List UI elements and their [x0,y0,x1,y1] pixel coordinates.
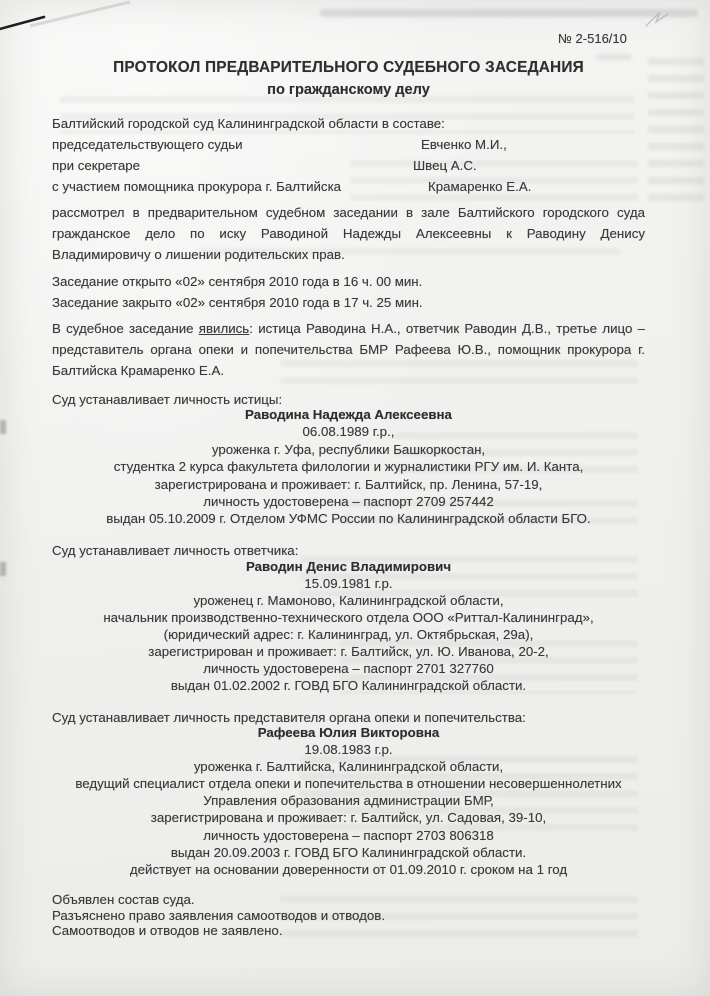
session-times-section [52,271,645,313]
attendance-suffix: : истица Раводина Н.А., ответчик Раводин Д.В., третье лицо – представитель органа опеки и попечительства БМР Рафеева Ю.В., помощник прокурора г. Балтийска Крамаренко Е.А. [52,321,646,378]
defendant-identity-heading: Суд устанавливает личность ответчика: [52,543,299,558]
page-corner-fold-mark-icon [0,0,140,60]
case-description-paragraph: рассмотрел в предварительном судебном заседании в зале Балтийского городского суда гражданское дело по иску Раводиной Надежды Алексеевны к Раводину Денису Владимировичу о лишении родительских прав. [52,205,645,262]
plaintiff-detail-line: зарегистрирована и проживает: г. Балтийск, пр. Ленина, 57-19, [154,476,543,492]
defendant-detail-line: уроженец г. Мамоново, Калининградской области, [193,593,504,608]
guardianship-rep-detail-line: уроженка г. Балтийска, Калининградской области, [193,759,504,775]
document-subtitle: по гражданскому делу [267,82,430,98]
guardianship-rep-detail-line: выдан 20.09.2003 г. ГОВД БГО Калининградской области. [170,844,527,860]
defendant-detail-line: личность удостоверена – паспорт 2701 327760 [203,661,494,676]
document-title: ПРОТОКОЛ ПРЕДВАРИТЕЛЬНОГО СУДЕБНОГО ЗАСЕДАНИЯ [113,59,584,76]
defendant-name: Раводин Денис Владимирович [245,559,452,574]
closing-statements-section [52,892,645,939]
guardianship-rep-name: Рафеева Юлия Викторовна [257,725,440,740]
guardianship-rep-detail-line: зарегистрирована и проживает: г. Балтийск, ул. Садовая, 39-10, [150,810,547,826]
court-intro-text: Балтийский городской суд Калининградской области в составе: [52,116,445,131]
plaintiff-detail-line: уроженка г. Уфа, республики Башкоркостан, [211,441,486,457]
closing-line: Самоотводов и отводов не заявлено. [52,923,283,939]
secretary-name: Швец А.С. [413,158,477,173]
plaintiff-detail-line: 06.08.1989 г.р., [302,424,395,440]
guardianship-rep-detail-line: 19.08.1983 г.р. [304,742,393,758]
guardianship-rep-identity-heading: Суд устанавливает личность представителя органа опеки и попечительства: [52,710,526,725]
attendance-paragraph [52,318,645,381]
judge-row [52,134,645,155]
defendant-identity-block [52,558,645,694]
session-closed-line: Заседание закрыто «02» сентября 2010 года в 17 ч. 25 мин. [52,295,423,310]
guardianship-rep-detail-line: ведущий специалист отдела опеки и попечительства в отношении несовершеннолетних [75,776,622,792]
defendant-detail-line: (юридический адрес: г. Калининград, ул. Октябрьская, 29а), [163,627,534,642]
defendant-detail-line: зарегистрирован и проживает: г. Балтийск, ул. Ю. Иванова, 20-2, [148,644,549,659]
closing-line: Объявлен состав суда. [52,892,195,907]
prosecutor-role-label: с участием помощника прокурора г. Балтийска [52,179,342,194]
secretary-row [52,155,645,176]
secretary-role-label: при секретаре [52,158,141,173]
prosecutor-row [52,176,645,197]
bleed-through-text [648,58,704,210]
court-intro-line [52,113,645,134]
guardianship-rep-identity-block [52,724,645,878]
judge-name: Евченко М.И., [421,137,507,152]
defendant-detail-line: начальник производственно-технического отдела ООО «Риттал-Калининград», [103,610,594,625]
plaintiff-detail-line: студентка 2 курса факультета филологии и журналистики РГУ им. И. Канта, [113,459,584,475]
prosecutor-name: Крамаренко Е.А. [428,179,532,194]
plaintiff-identity-block [52,406,645,528]
guardianship-rep-detail-line: личность удостоверена – паспорт 2703 806318 [203,827,494,843]
scan-smudge [320,9,698,17]
closing-line: Разъяснено право заявления самоотводов и отводов. [52,907,386,923]
plaintiff-detail-line: личность удостоверена – паспорт 2709 257442 [203,494,494,510]
judge-role-label: председательствующего судьи [52,137,243,152]
attendance-appeared-word: явились [198,321,250,336]
edge-mark [0,562,6,576]
edge-mark [0,420,6,434]
plaintiff-identity-heading: Суд устанавливает личность истицы: [52,392,283,407]
defendant-detail-line: 15.09.1981 г.р. [304,576,393,591]
defendant-detail-line: выдан 01.02.2002 г. ГОВД БГО Калининградской области. [170,678,527,693]
case-number: № 2-516/10 [558,31,627,46]
session-opened-line: Заседание открыто «02» сентября 2010 года в 16 ч. 00 мин. [52,274,423,289]
guardianship-rep-detail-line: действует на основании доверенности от 01.09.2010 г. сроком на 1 год [129,861,568,877]
plaintiff-name: Раводина Надежда Алексеевна [245,407,452,422]
attendance-prefix: В судебное заседание [52,321,199,336]
court-composition-section [52,113,645,197]
guardianship-rep-detail-line: Управления образования администрации БМР, [203,793,494,809]
plaintiff-detail-line: выдан 05.10.2009 г. Отделом УФМС России по Калининградской области БГО. [106,511,591,527]
